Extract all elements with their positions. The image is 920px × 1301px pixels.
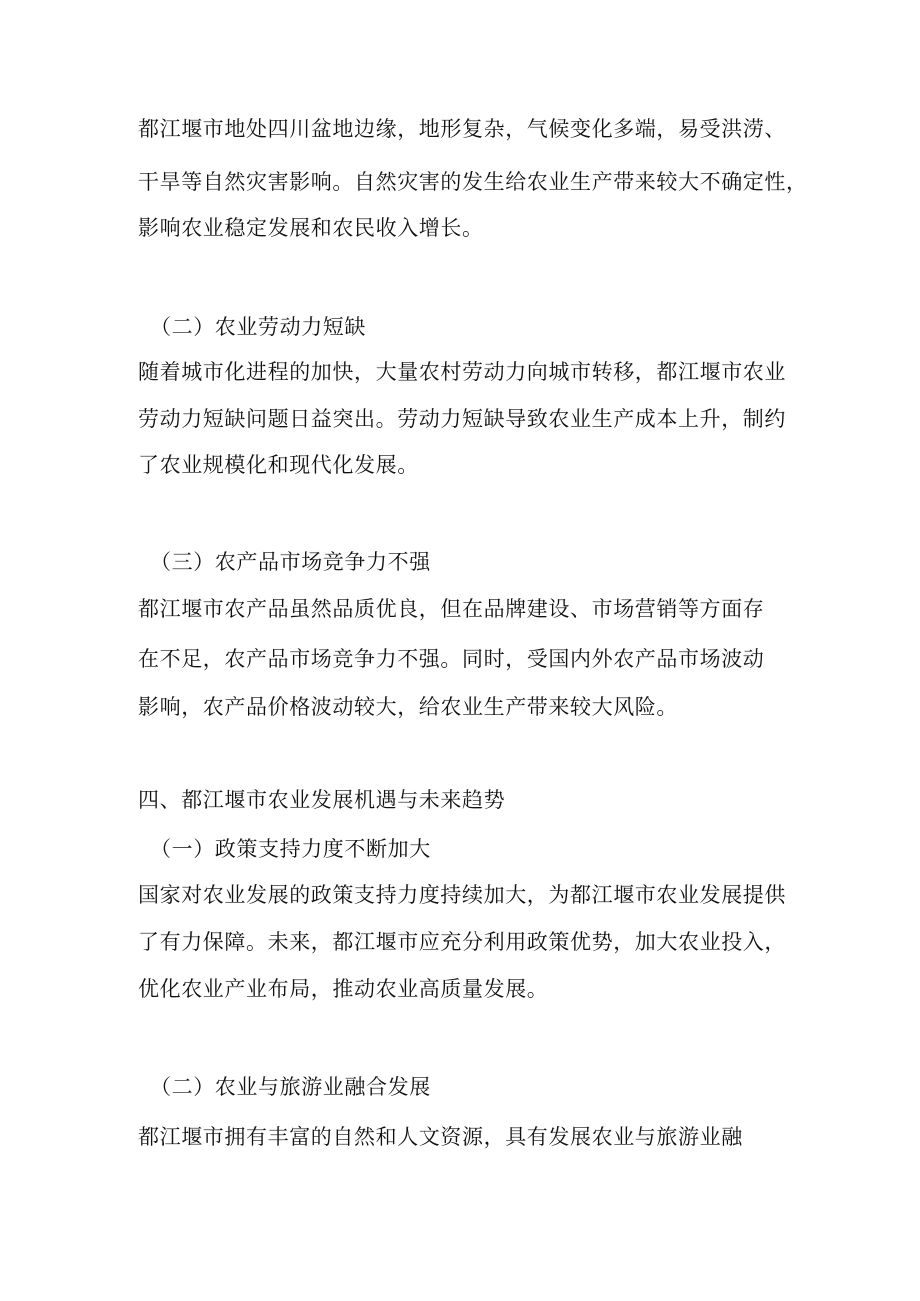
subheading-policy-support: （一）政策支持力度不断加大 xyxy=(150,837,431,861)
paragraph-line: 劳动力短缺问题日益突出。劳动力短缺导致农业生产成本上升，制约 xyxy=(138,407,786,431)
subheading-labor-shortage: （二）农业劳动力短缺 xyxy=(150,315,366,339)
subheading-agri-tourism: （二）农业与旅游业融合发展 xyxy=(150,1075,431,1099)
paragraph-line: 优化农业产业布局，推动农业高质量发展。 xyxy=(138,977,549,1001)
paragraph-line: 干旱等自然灾害影响。自然灾害的发生给农业生产带来较大不确定性， xyxy=(138,170,808,194)
paragraph-line: 在不足，农产品市场竞争力不强。同时，受国内外农产品市场波动 xyxy=(138,647,765,671)
paragraph-line: 影响农业稳定发展和农民收入增长。 xyxy=(138,216,484,240)
paragraph-line: 了农业规模化和现代化发展。 xyxy=(138,453,419,477)
paragraph-line: 影响，农产品价格波动较大，给农业生产带来较大风险。 xyxy=(138,695,678,719)
paragraph-line: 随着城市化进程的加快，大量农村劳动力向城市转移，都江堰市农业 xyxy=(138,360,786,384)
paragraph-line: 了有力保障。未来，都江堰市应充分利用政策优势，加大农业投入， xyxy=(138,930,786,954)
paragraph-line: 都江堰市地处四川盆地边缘，地形复杂，气候变化多端，易受洪涝、 xyxy=(138,117,786,141)
paragraph-line: 都江堰市农产品虽然品质优良，但在品牌建设、市场营销等方面存 xyxy=(138,597,765,621)
paragraph-line: 都江堰市拥有丰富的自然和人文资源，具有发展农业与旅游业融 xyxy=(138,1125,743,1149)
section-heading-opportunities: 四、都江堰市农业发展机遇与未来趋势 xyxy=(138,788,506,812)
paragraph-line: 国家对农业发展的政策支持力度持续加大，为都江堰市农业发展提供 xyxy=(138,883,786,907)
subheading-market-competitiveness: （三）农产品市场竞争力不强 xyxy=(150,550,431,574)
